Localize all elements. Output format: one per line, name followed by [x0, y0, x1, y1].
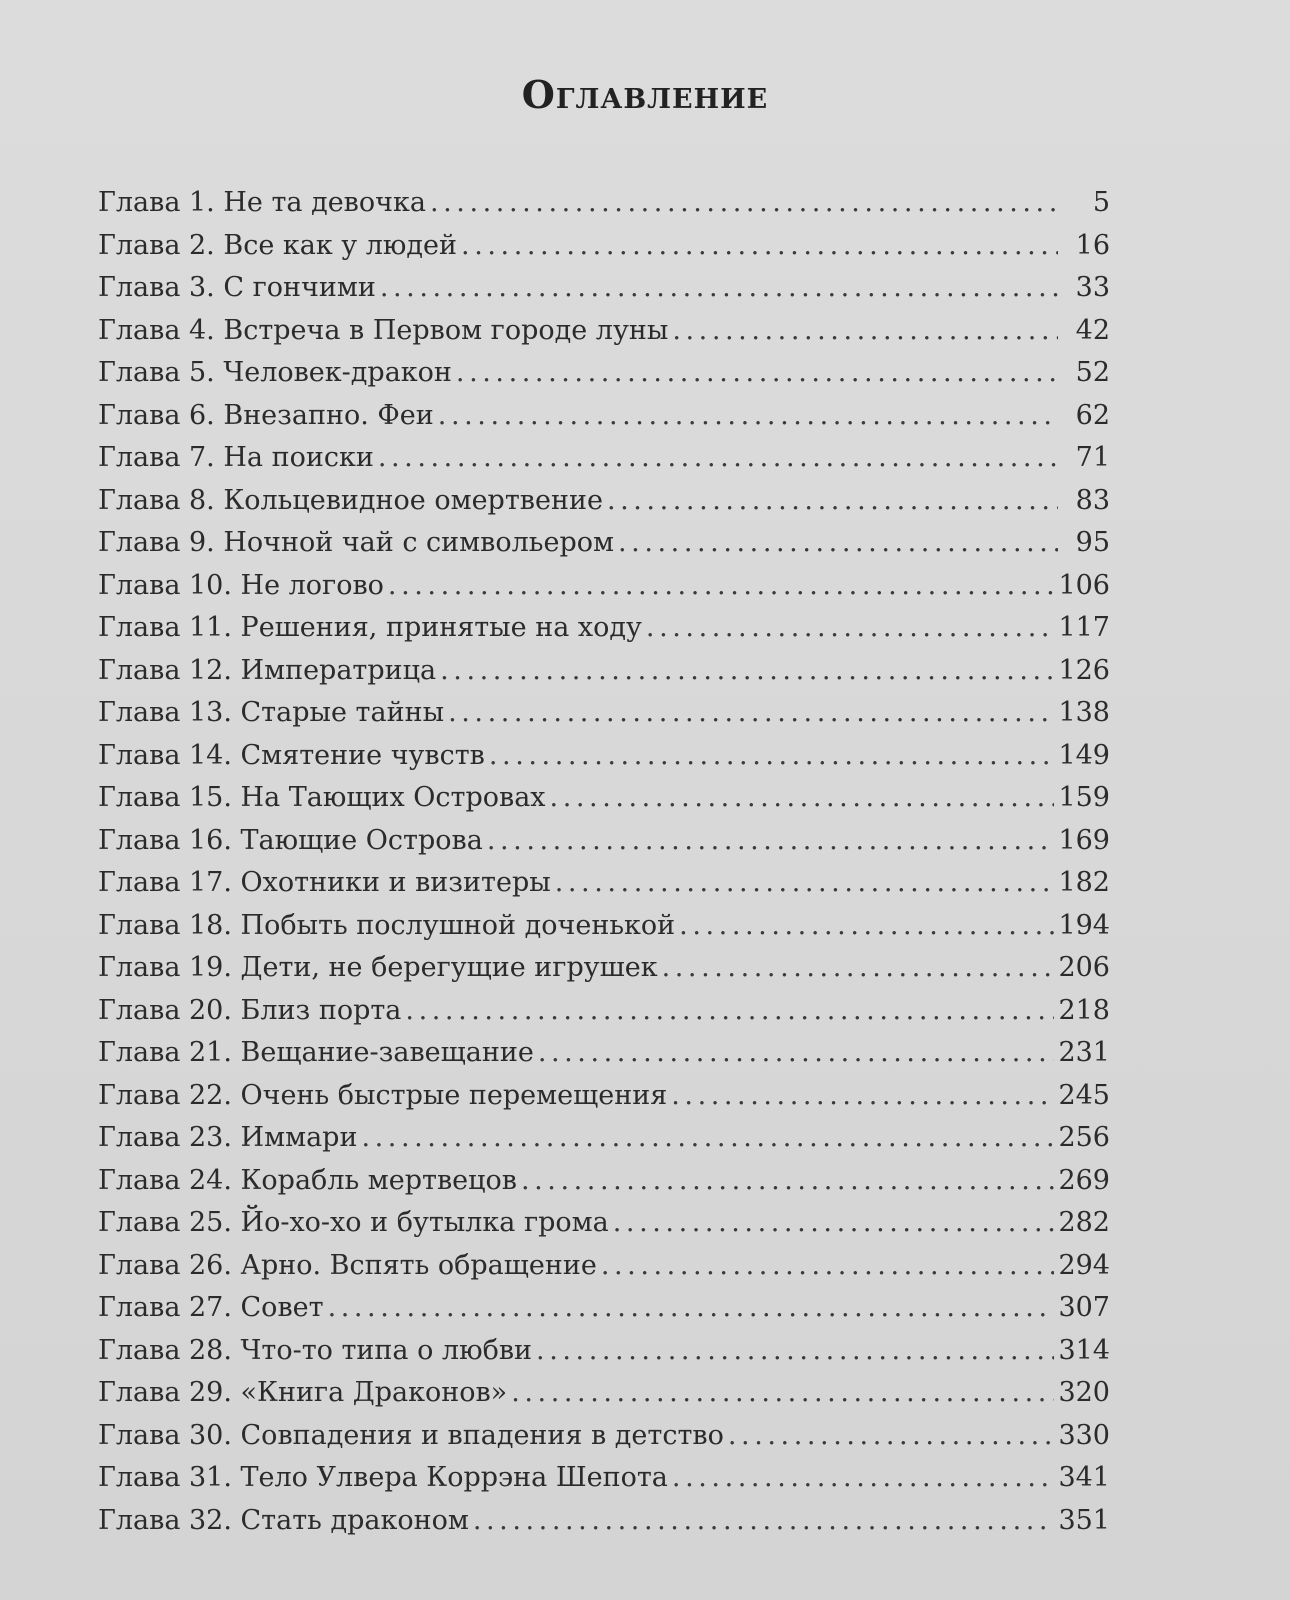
toc-entry — [98, 1202, 1110, 1245]
toc-entry — [98, 267, 1110, 310]
toc-entry — [98, 522, 1110, 565]
toc-dot-leader — [511, 1372, 1054, 1415]
toc-dot-leader — [607, 480, 1058, 523]
toc-dot-leader — [618, 522, 1058, 565]
toc-entry — [98, 565, 1110, 608]
toc-dot-leader — [555, 862, 1055, 905]
toc-entry-title: Глава 12. Императрица — [98, 654, 437, 686]
toc-entry-page-number: 62 — [1075, 399, 1110, 431]
toc-entry — [98, 1500, 1110, 1543]
toc-entry-page-number: 106 — [1058, 569, 1110, 601]
toc-entry — [98, 1415, 1110, 1458]
toc-entry-title: Глава 32. Стать драконом — [98, 1504, 469, 1536]
toc-entry-page-number: 231 — [1058, 1037, 1110, 1068]
toc-entry-title: Глава 26. Арно. Вспять обращение — [98, 1249, 597, 1281]
toc-dot-leader — [728, 1415, 1055, 1458]
toc-dot-leader — [328, 1287, 1055, 1330]
toc-entry-title: Глава 23. Иммари — [98, 1122, 358, 1153]
toc-entry-page-number: 351 — [1058, 1504, 1110, 1536]
toc-entry-title: Глава 8. Кольцевидное омертвение — [98, 484, 603, 516]
toc-entry-page-number: 282 — [1058, 1207, 1110, 1238]
toc-dot-leader — [489, 735, 1055, 778]
toc-entry-page-number: 320 — [1058, 1377, 1110, 1408]
toc-dot-leader — [430, 182, 1058, 225]
toc-entry — [98, 1075, 1110, 1118]
toc-entry-page-number: 117 — [1058, 612, 1110, 643]
toc-entry-title: Глава 21. Вещание-завещание — [98, 1037, 534, 1068]
toc-entry-title: Глава 6. Внезапно. Феи — [98, 399, 434, 431]
toc-entry-page-number: 16 — [1075, 229, 1110, 261]
toc-entry-page-number: 206 — [1058, 952, 1110, 983]
toc-entry-title: Глава 24. Корабль мертвецов — [98, 1164, 517, 1196]
toc-entry — [98, 1245, 1110, 1288]
toc-dot-leader — [671, 1075, 1054, 1118]
toc-dot-leader — [521, 1160, 1055, 1203]
toc-entry — [98, 1372, 1110, 1415]
toc-entry — [98, 692, 1110, 735]
toc-entry-page-number: 307 — [1058, 1292, 1110, 1323]
toc-dot-leader — [536, 1330, 1054, 1373]
toc-entry — [98, 182, 1110, 225]
toc-entry-title: Глава 17. Охотники и визитеры — [98, 867, 551, 898]
toc-dot-leader — [456, 352, 1058, 395]
toc-dot-leader — [440, 650, 1054, 693]
toc-entry-page-number: 245 — [1058, 1079, 1110, 1111]
toc-entry-page-number: 256 — [1058, 1122, 1110, 1153]
toc-entry-title: Глава 28. Что-то типа о любви — [98, 1334, 533, 1366]
toc-dot-leader — [461, 225, 1058, 268]
toc-entry — [98, 735, 1110, 778]
toc-dot-leader — [646, 607, 1055, 650]
toc-entry-page-number: 159 — [1058, 782, 1110, 813]
toc-dot-leader — [672, 310, 1058, 353]
toc-entry-page-number: 83 — [1075, 484, 1110, 516]
toc-entry-page-number: 5 — [1092, 187, 1110, 218]
toc-entry — [98, 1330, 1110, 1373]
toc-dot-leader — [487, 820, 1055, 863]
toc-entry-page-number: 269 — [1058, 1164, 1110, 1196]
toc-dot-leader — [550, 777, 1055, 820]
toc-entry — [98, 862, 1110, 905]
toc-entry-title: Глава 19. Дети, не берегущие игрушек — [98, 952, 658, 983]
toc-entry-page-number: 42 — [1075, 314, 1110, 346]
toc-entry-title: Глава 11. Решения, принятые на ходу — [98, 612, 642, 643]
toc-entry-title: Глава 13. Старые тайны — [98, 697, 445, 728]
toc-dot-leader — [473, 1500, 1055, 1543]
toc-entry-title: Глава 7. На поиски — [98, 442, 374, 473]
toc-entry — [98, 1032, 1110, 1075]
page-title: Оглавление — [521, 72, 769, 117]
toc-entry-page-number: 149 — [1058, 739, 1110, 771]
toc-entry-title: Глава 22. Очень быстрые перемещения — [98, 1079, 668, 1111]
toc-entry-title: Глава 9. Ночной чай с символьером — [98, 527, 615, 558]
toc-entry-title: Глава 30. Совпадения и впадения в детство — [98, 1419, 724, 1451]
toc-dot-leader — [405, 990, 1054, 1033]
toc-dot-leader — [538, 1032, 1055, 1075]
toc-dot-leader — [448, 692, 1054, 735]
toc-entry — [98, 352, 1110, 395]
toc-entry-page-number: 294 — [1058, 1249, 1110, 1281]
toc-entry — [98, 947, 1110, 990]
toc-entry-title: Глава 20. Близ порта — [98, 994, 402, 1026]
toc-entry — [98, 437, 1110, 480]
toc-entry-title: Глава 14. Смятение чувств — [98, 739, 485, 771]
toc-dot-leader — [613, 1202, 1055, 1245]
table-of-contents — [98, 182, 1110, 1542]
toc-entry — [98, 1160, 1110, 1203]
toc-entry-page-number: 341 — [1058, 1462, 1110, 1493]
toc-entry-page-number: 33 — [1075, 272, 1110, 303]
toc-dot-leader — [378, 437, 1058, 480]
toc-entry — [98, 607, 1110, 650]
toc-entry-title: Глава 18. Побыть послушной доченькой — [98, 909, 676, 941]
toc-entry-page-number: 138 — [1058, 697, 1110, 728]
toc-entry-page-number: 218 — [1058, 994, 1110, 1026]
toc-entry-page-number: 71 — [1075, 442, 1110, 473]
toc-entry-title: Глава 25. Йо-хо-хо и бутылка грома — [98, 1207, 609, 1238]
toc-entry — [98, 1457, 1110, 1500]
toc-entry — [98, 820, 1110, 863]
toc-entry — [98, 990, 1110, 1033]
toc-entry — [98, 395, 1110, 438]
toc-entry — [98, 777, 1110, 820]
toc-dot-leader — [679, 905, 1054, 948]
toc-entry — [98, 905, 1110, 948]
toc-dot-leader — [672, 1457, 1055, 1500]
toc-entry-title: Глава 31. Тело Улвера Коррэна Шепота — [98, 1462, 668, 1493]
toc-entry-page-number: 194 — [1058, 909, 1110, 941]
toc-entry — [98, 650, 1110, 693]
toc-entry — [98, 1117, 1110, 1160]
toc-entry-page-number: 330 — [1058, 1419, 1110, 1451]
toc-entry — [98, 225, 1110, 268]
toc-entry-page-number: 95 — [1075, 527, 1110, 558]
toc-entry — [98, 310, 1110, 353]
toc-entry-title: Глава 15. На Тающих Островах — [98, 782, 546, 813]
toc-dot-leader — [601, 1245, 1055, 1288]
toc-entry-page-number: 126 — [1058, 654, 1110, 686]
toc-dot-leader — [388, 565, 1055, 608]
toc-entry-title: Глава 10. Не логово — [98, 569, 384, 601]
toc-dot-leader — [361, 1117, 1054, 1160]
toc-dot-leader — [380, 267, 1058, 310]
toc-entry-title: Глава 5. Человек-дракон — [98, 357, 452, 388]
toc-entry-title: Глава 2. Все как у людей — [98, 229, 458, 261]
toc-entry-title: Глава 27. Совет — [98, 1292, 324, 1323]
toc-entry-page-number: 169 — [1058, 824, 1110, 856]
toc-entry — [98, 1287, 1110, 1330]
toc-dot-leader — [438, 395, 1058, 438]
toc-entry-title: Глава 29. «Книга Драконов» — [98, 1377, 508, 1408]
toc-entry-title: Глава 4. Встреча в Первом городе луны — [98, 314, 669, 346]
toc-entry-title: Глава 3. С гончими — [98, 272, 376, 303]
toc-entry — [98, 480, 1110, 523]
toc-entry-page-number: 182 — [1058, 867, 1110, 898]
toc-entry-title: Глава 1. Не та девочка — [98, 187, 426, 218]
toc-entry-title: Глава 16. Тающие Острова — [98, 824, 483, 856]
toc-entry-page-number: 314 — [1058, 1334, 1110, 1366]
toc-entry-page-number: 52 — [1075, 357, 1110, 388]
toc-dot-leader — [662, 947, 1055, 990]
